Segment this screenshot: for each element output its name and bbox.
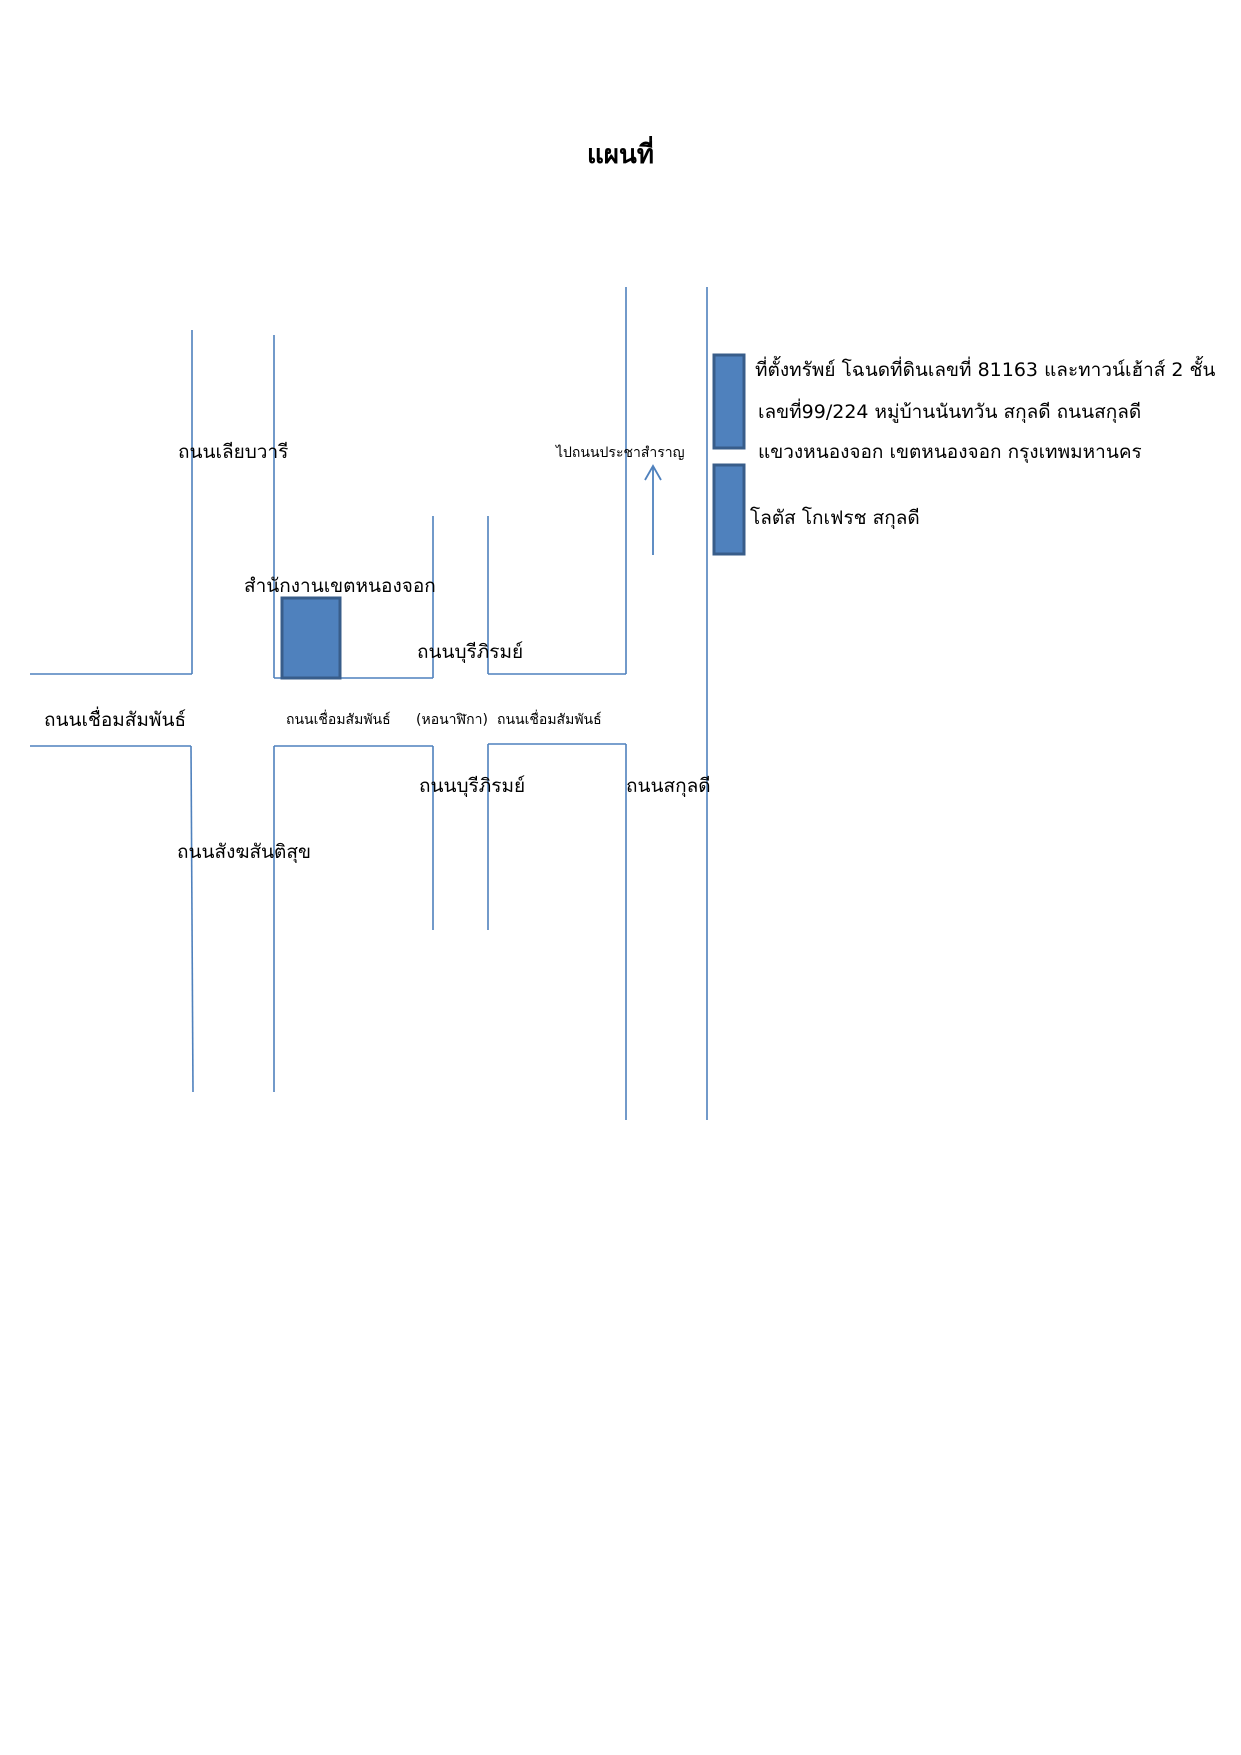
road-label-hona-fika: (หอนาฬิกา) [416, 712, 488, 728]
road-label-chuam-samphan-west: ถนนเชื่อมสัมพันธ์ [44, 709, 187, 731]
road-label-buri-phirom-south: ถนนบุรีภิรมย์ [419, 775, 526, 797]
map-title: แผนที่ [587, 140, 654, 170]
road-label-chuam-samphan-east: ถนนเชื่อมสัมพันธ์ [497, 712, 602, 728]
road-label-liap-wari: ถนนเลียบวารี [178, 441, 289, 463]
property-address-line-1: ที่ตั้งทรัพย์ โฉนดที่ดินเลขที่ 81163 และทาวน์เฮ้าส์ 2 ชั้น [755, 359, 1216, 381]
direction-label: ไปถนนประชาสำราญ [556, 445, 685, 461]
district-office-label: สำนักงานเขตหนองจอก [244, 575, 436, 597]
lotus-marker [714, 465, 744, 554]
arrow-up-icon [645, 466, 661, 555]
property-marker [714, 355, 744, 448]
road-label-buri-phirom-north: ถนนบุรีภิรมย์ [417, 641, 524, 663]
road-label-sakun-di: ถนนสกุลดี [626, 775, 711, 797]
road-edge [191, 746, 193, 1092]
property-address-line-3: แขวงหนองจอก เขตหนองจอก กรุงเทพมหานคร [758, 441, 1142, 463]
property-address-line-2: เลขที่99/224 หมู่บ้านนันทวัน สกุลดี ถนนสกุลดี [758, 401, 1142, 423]
lotus-label: โลตัส โกเฟรช สกุลดี [750, 507, 920, 529]
road-label-sangkhom-santisuk: ถนนสังฆสันติสุข [177, 841, 311, 863]
road-lines [30, 287, 707, 1120]
road-label-chuam-samphan-center: ถนนเชื่อมสัมพันธ์ [286, 712, 391, 728]
district-office-marker [282, 598, 340, 678]
